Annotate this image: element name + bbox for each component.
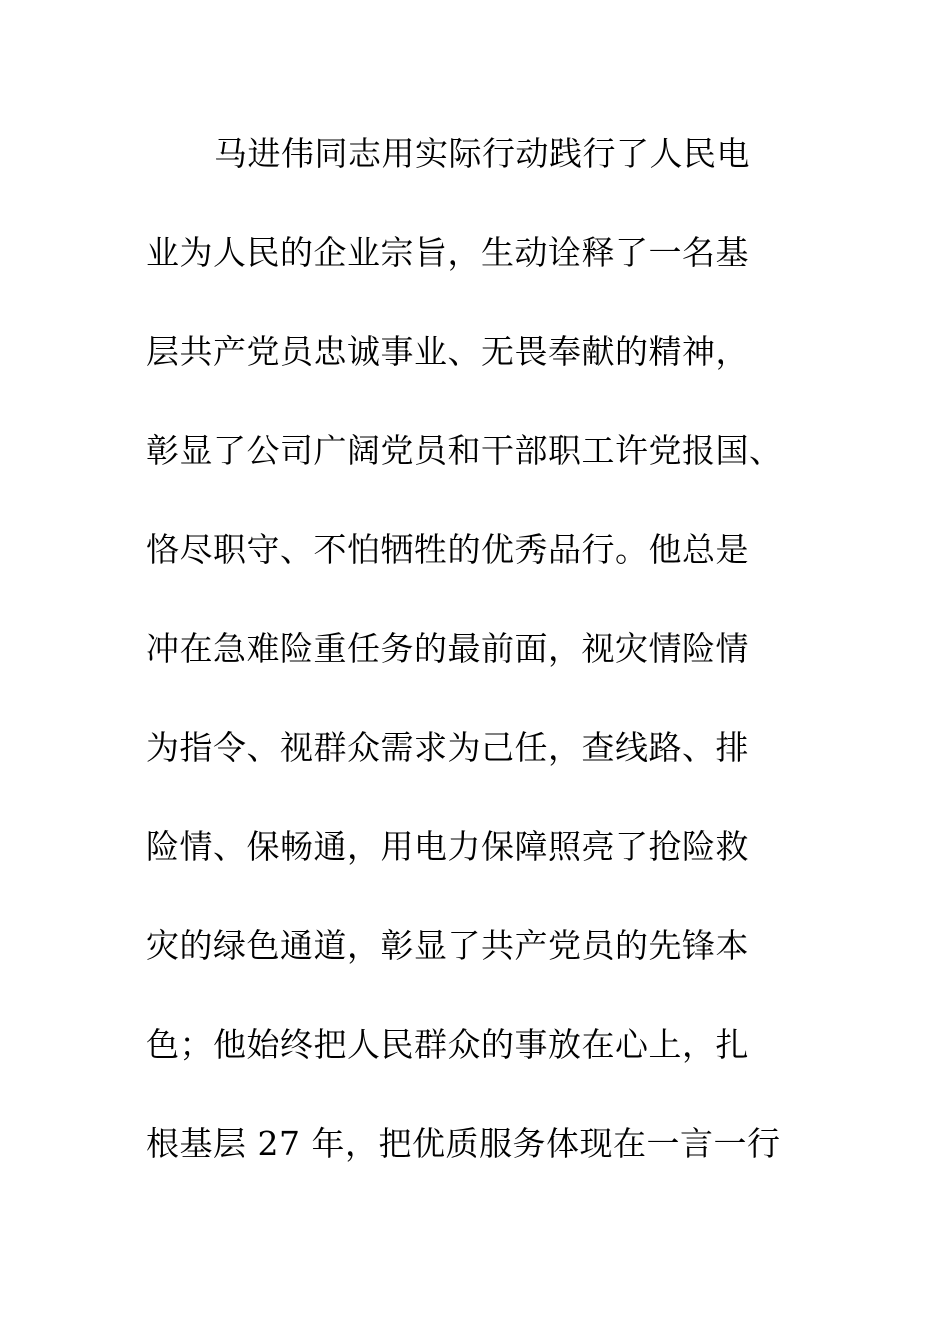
paragraph-line-6: 冲在急难险重任务的最前面，视灾情险情	[146, 629, 749, 668]
paragraph-line-2: 业为人民的企业宗旨，生动诠释了一名基	[146, 233, 749, 272]
paragraph-line-3: 层共产党员忠诚事业、无畏奉献的精神，	[146, 332, 749, 371]
paragraph-line-8: 险情、保畅通，用电力保障照亮了抢险救	[146, 827, 749, 866]
paragraph-line-9: 灾的绿色通道，彰显了共产党员的先锋本	[146, 926, 749, 965]
paragraph-line-4: 彰显了公司广阔党员和干部职工许党报国、	[146, 431, 783, 470]
paragraph-line-11: 根基层 27 年，把优质服务体现在一言一行	[146, 1124, 781, 1163]
paragraph-line-10: 色；他始终把人民群众的事放在心上，扎	[146, 1025, 749, 1064]
paragraph-line-7: 为指令、视群众需求为己任，查线路、排	[146, 728, 749, 767]
paragraph-line-5: 恪尽职守、不怕牺牲的优秀品行。他总是	[146, 530, 749, 569]
body-paragraph	[146, 126, 806, 1215]
paragraph-line-1: 马进伟同志用实际行动践行了人民电	[214, 134, 750, 173]
